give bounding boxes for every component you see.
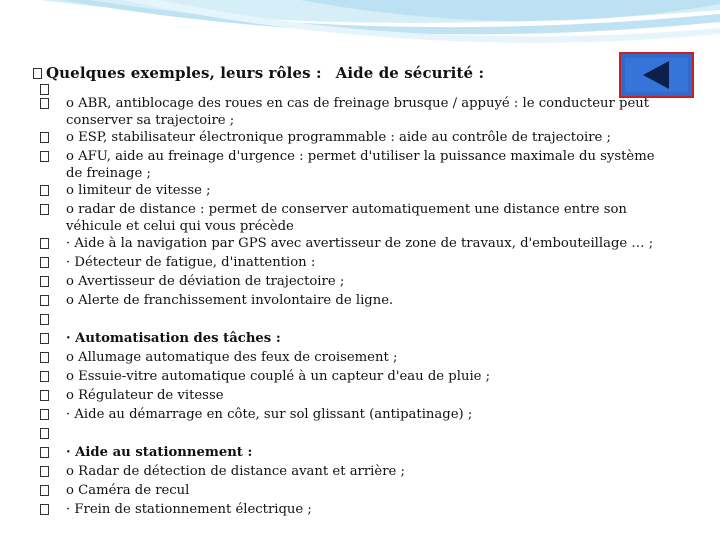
bullet-box-icon xyxy=(40,204,49,215)
list-item-text: o ESP, stabilisateur électronique programmable : aide au contrôle de trajectoire ; xyxy=(66,130,611,145)
list-item xyxy=(40,292,700,311)
list-item-text: o radar de distance : permet de conserver automatiquement une distance entre son xyxy=(66,202,627,217)
heading-right: Aide de sécurité : xyxy=(335,64,485,82)
list-item-text: · Aide à la navigation par GPS avec avertisseur de zone de travaux, d'embouteillage … ; xyxy=(66,236,654,251)
list-item-text: · Aide au démarrage en côte, sur sol glissant (antipatinage) ; xyxy=(66,407,473,422)
list-item-text: o Régulateur de vitesse xyxy=(66,388,224,403)
header-swoosh xyxy=(0,0,720,70)
bullet-box-icon xyxy=(40,371,49,382)
list-item xyxy=(40,463,700,482)
bullet-box-icon xyxy=(40,314,49,325)
bullet-box-icon xyxy=(40,485,49,496)
bullet-box-icon xyxy=(40,390,49,401)
bullet-box-icon xyxy=(40,276,49,287)
list-item-continuation: conserver sa trajectoire ; xyxy=(66,113,235,128)
list-item-text: · Automatisation des tâches : xyxy=(66,331,281,346)
list-item xyxy=(40,148,700,182)
list-item-text: o Essuie-vitre automatique couplé à un capteur d'eau de pluie ; xyxy=(66,369,491,384)
bullet-box-icon xyxy=(33,68,42,79)
bullet-box-icon xyxy=(40,185,49,196)
bullet-box-icon xyxy=(40,257,49,268)
list-item-text: o ABR, antiblocage des roues en cas de freinage brusque / appuyé : le conducteur peut xyxy=(66,96,650,111)
list-item xyxy=(40,311,700,330)
bullet-box-icon xyxy=(40,132,49,143)
list-item xyxy=(40,501,700,520)
list-item-spacer xyxy=(40,84,700,95)
bullet-box-icon xyxy=(40,409,49,420)
list-item xyxy=(40,182,700,201)
list-item-continuation: véhicule et celui qui vous précède xyxy=(66,219,294,234)
list-item xyxy=(40,425,700,444)
list-item-text: · Frein de stationnement électrique ; xyxy=(66,502,312,517)
heading-left: Quelques exemples, leurs rôles : xyxy=(46,64,322,82)
list-item-text: o Avertisseur de déviation de trajectoire ; xyxy=(66,274,345,289)
bullet-box-icon xyxy=(40,151,49,162)
list-item xyxy=(40,201,700,235)
bullet-box-icon xyxy=(40,504,49,515)
list-item xyxy=(40,235,700,254)
list-item-text: · Aide au stationnement : xyxy=(66,445,253,460)
list-item-text: o Caméra de recul xyxy=(66,483,190,498)
list-item xyxy=(40,129,700,148)
list-item xyxy=(40,368,700,387)
list-item-text: o Allumage automatique des feux de croisement ; xyxy=(66,350,398,365)
list-item xyxy=(40,330,700,349)
bullet-box-icon xyxy=(40,333,49,344)
bullet-box-icon xyxy=(40,352,49,363)
bullet-box-icon xyxy=(40,447,49,458)
bullet-box-icon xyxy=(40,295,49,306)
bullet-box-icon xyxy=(40,98,49,109)
bullet-box-icon xyxy=(40,238,49,249)
list-item-text: o limiteur de vitesse ; xyxy=(66,183,211,198)
list-item xyxy=(40,273,700,292)
list-item-text: · Détecteur de fatigue, d'inattention : xyxy=(66,255,316,270)
bullet-list xyxy=(40,84,700,520)
list-item-text: o Alerte de franchissement involontaire de ligne. xyxy=(66,293,394,308)
bullet-box-icon xyxy=(40,428,49,439)
list-item-text: o AFU, aide au freinage d'urgence : permet d'utiliser la puissance maximale du système xyxy=(66,149,655,164)
list-item xyxy=(40,444,700,463)
slide-heading xyxy=(33,64,484,82)
list-item xyxy=(40,95,700,129)
list-item xyxy=(40,349,700,368)
list-item xyxy=(40,482,700,501)
list-item xyxy=(40,406,700,425)
bullet-box-icon xyxy=(40,84,49,95)
list-item-text: o Radar de détection de distance avant et arrière ; xyxy=(66,464,405,479)
bullet-box-icon xyxy=(40,466,49,477)
list-item-continuation: de freinage ; xyxy=(66,166,151,181)
list-item xyxy=(40,254,700,273)
list-item xyxy=(40,387,700,406)
